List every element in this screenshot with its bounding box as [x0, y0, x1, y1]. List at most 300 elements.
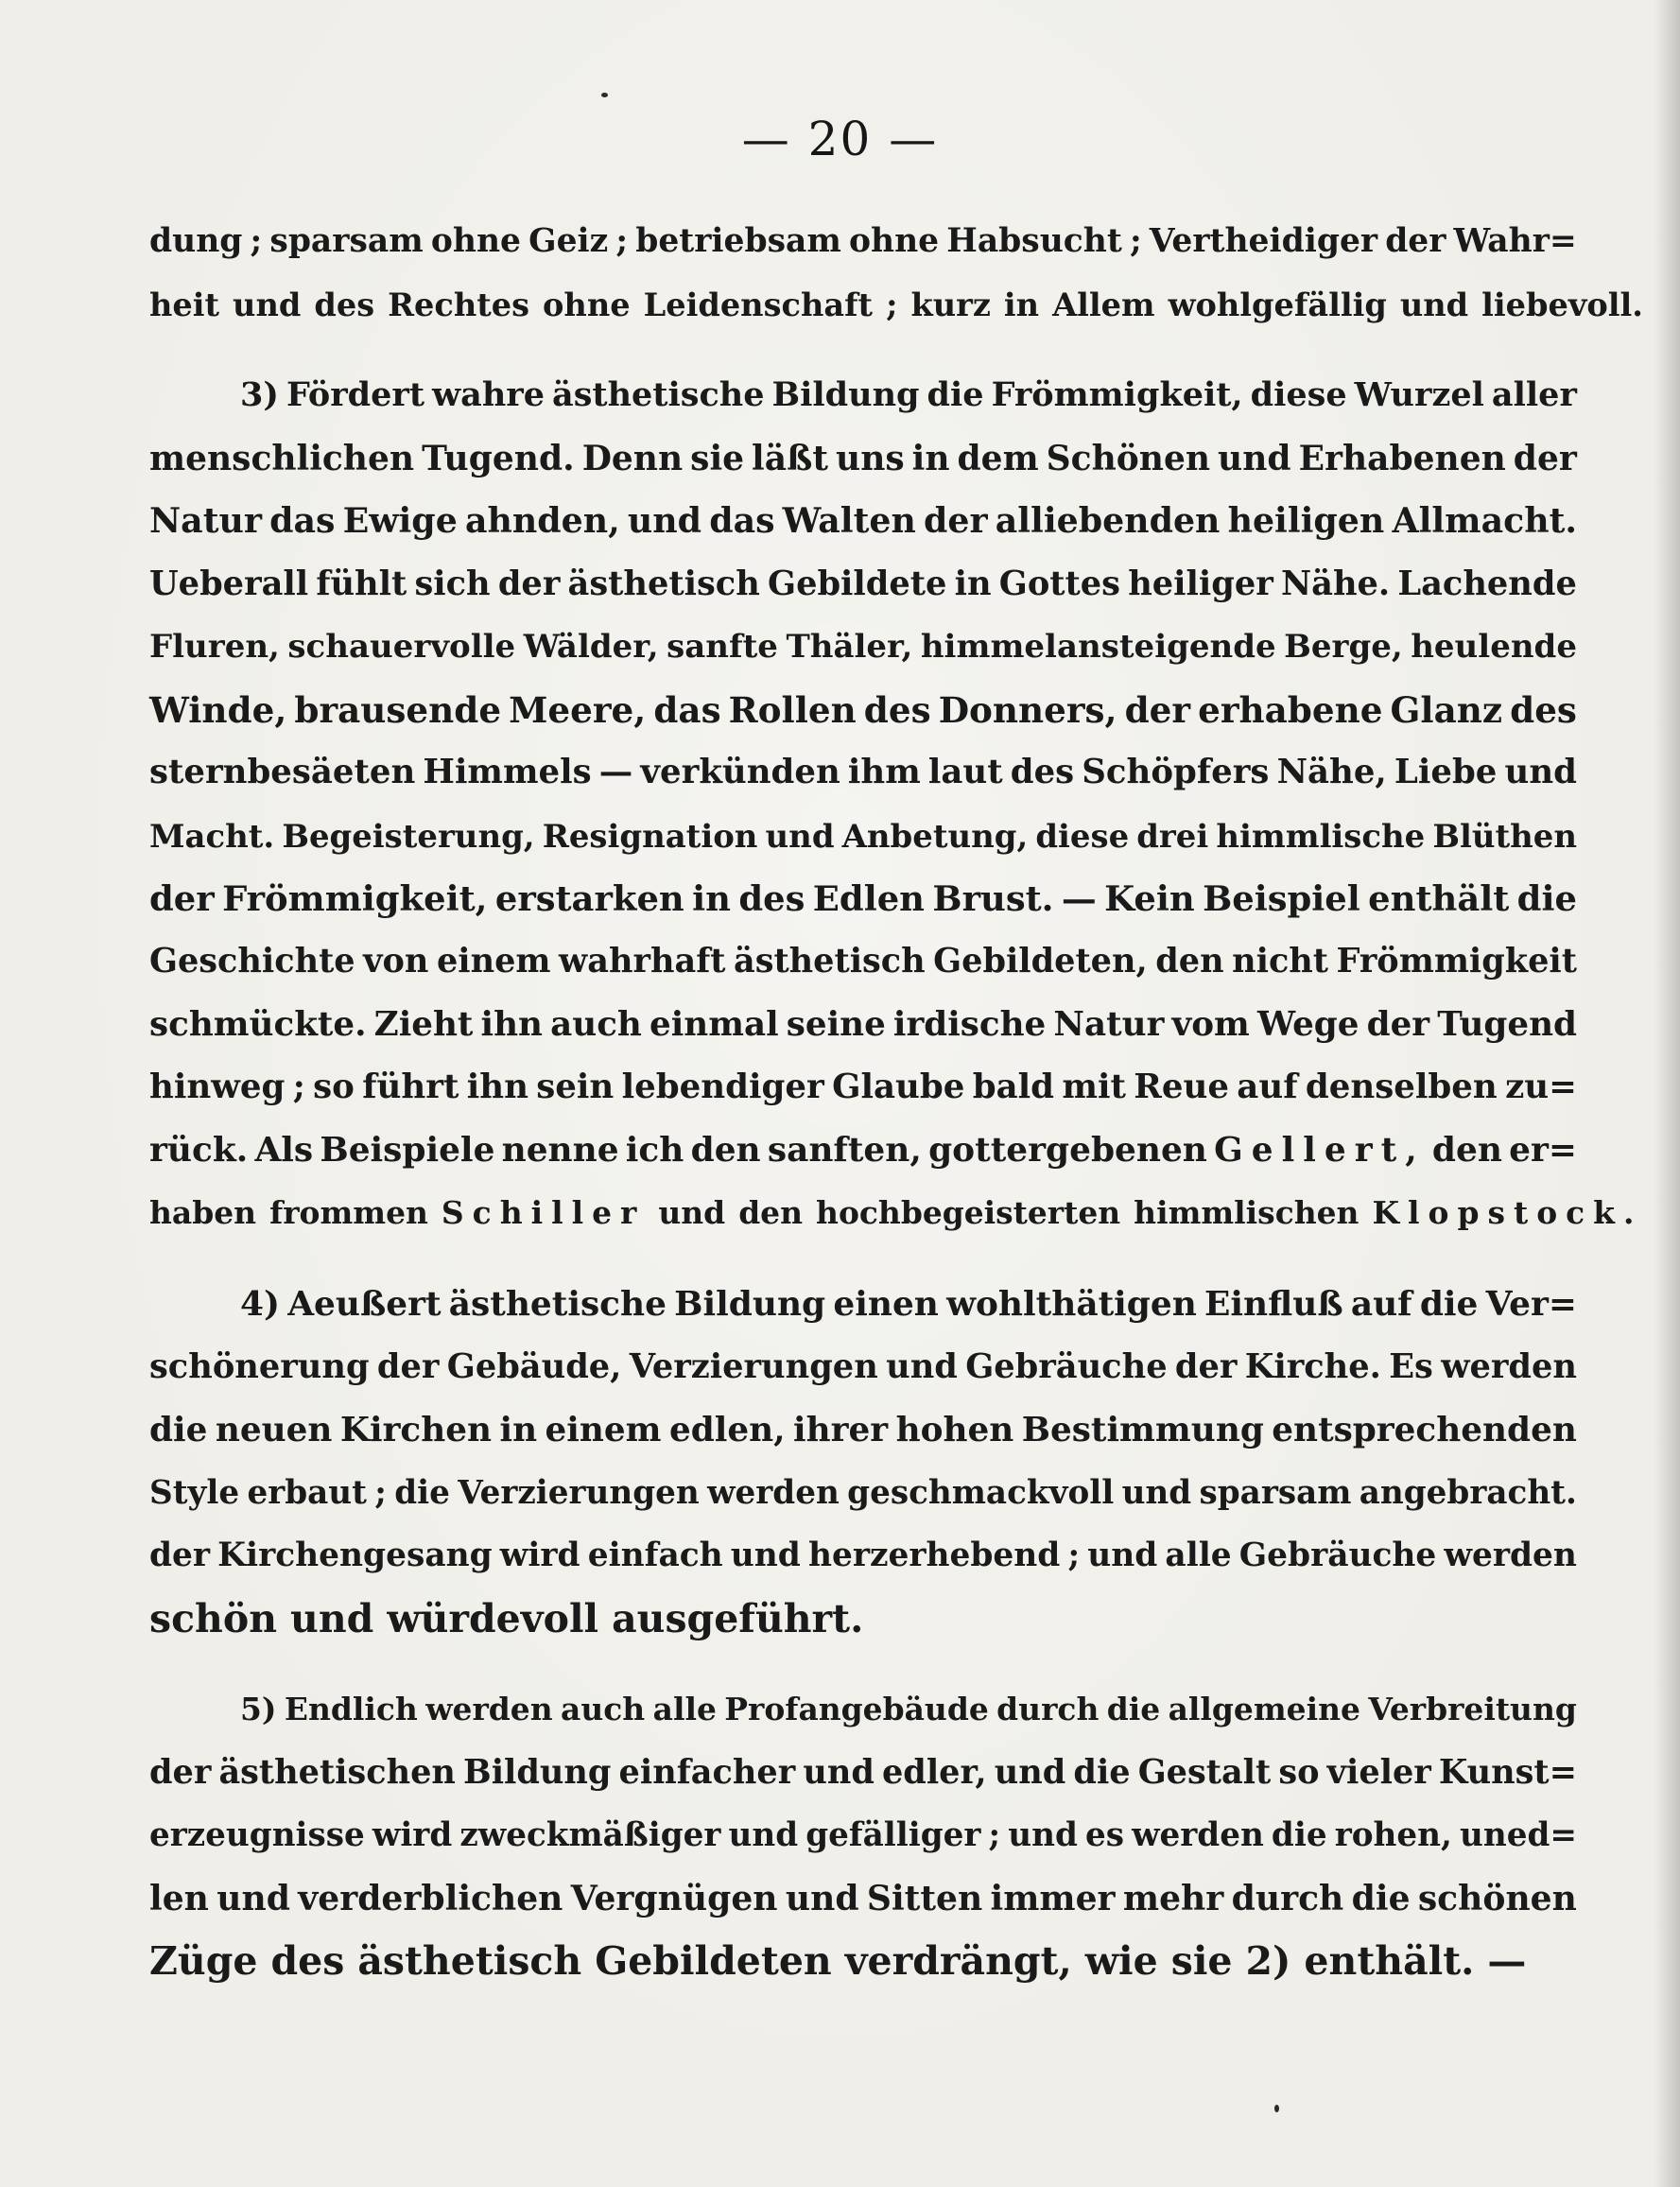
word: der: [1174, 1346, 1238, 1386]
word: sanften,: [767, 1130, 922, 1170]
text-line: [149, 1804, 1577, 1867]
word: sparsam: [269, 222, 424, 260]
word: Wälder,: [523, 628, 659, 666]
word: in: [692, 877, 731, 919]
word: die: [149, 1410, 208, 1449]
word: alliebenden: [995, 500, 1221, 541]
word: Frömmigkeit: [1336, 941, 1577, 981]
word: ohne: [430, 222, 521, 260]
word: Gebräuche: [1238, 1536, 1437, 1574]
word: geschmackvoll: [847, 1473, 1115, 1512]
word: laut: [927, 753, 1003, 791]
word: rück.: [149, 1130, 249, 1170]
word: herzerhebend: [807, 1536, 1061, 1574]
word: mit: [1062, 1067, 1126, 1106]
word: ;: [886, 285, 898, 323]
word: mehr: [1122, 1877, 1224, 1918]
word: Gebildete: [768, 564, 947, 603]
word: Nähe.: [1280, 564, 1391, 603]
word: Beispiele: [320, 1130, 495, 1170]
word: des: [314, 285, 375, 323]
word: enthält.: [1304, 1938, 1475, 1984]
word: Thäler,: [786, 628, 913, 666]
word: Zieht: [373, 1004, 474, 1044]
word: Leidenschaft: [643, 285, 874, 323]
word: seine: [786, 1004, 886, 1044]
word: irdische: [892, 1004, 1047, 1044]
text-line: [149, 210, 1577, 273]
word: ästhetisch: [734, 941, 926, 981]
word: Gebildeten: [595, 1938, 832, 1984]
word: wahrhaft: [559, 941, 726, 981]
word: Anbetung,: [841, 816, 1029, 855]
word: fühlt: [316, 564, 407, 603]
word: die: [1271, 1816, 1327, 1854]
word: einem: [436, 941, 551, 981]
word: Winde,: [149, 688, 287, 731]
text-line: [149, 1398, 1577, 1462]
word: uns: [836, 438, 905, 478]
word: ästhetische: [448, 1284, 667, 1324]
word: brausende: [294, 688, 502, 731]
word: der: [149, 1752, 212, 1792]
word: Frömmigkeit,: [222, 877, 488, 919]
word: und: [1504, 753, 1577, 791]
text-line: [149, 1462, 1577, 1525]
word: und: [728, 1816, 799, 1854]
word: Klopstock.: [1372, 1193, 1643, 1231]
word: —: [1061, 877, 1097, 919]
word: Gottes: [998, 564, 1120, 603]
word: es: [1084, 1816, 1124, 1854]
word: kurz: [910, 285, 991, 323]
word: Als: [254, 1130, 314, 1170]
word: er=: [1509, 1130, 1577, 1170]
text-line: [149, 1678, 1577, 1742]
word: die: [1106, 1691, 1161, 1727]
word: Resignation: [542, 816, 758, 855]
word: ihn: [466, 1067, 528, 1106]
text-line: [149, 273, 1643, 337]
paragraph-gap: [149, 1244, 1577, 1273]
word: Natur: [149, 500, 262, 541]
word: so: [313, 1067, 355, 1106]
word: ihn: [480, 1004, 543, 1044]
word: Wege: [1256, 1004, 1360, 1044]
paragraph: [149, 364, 1643, 1244]
word: auf: [1237, 1067, 1298, 1106]
word: heulende: [1411, 628, 1577, 666]
word: Berge,: [1284, 628, 1403, 666]
word: edler,: [881, 1752, 987, 1792]
word: des: [738, 877, 805, 919]
word: und: [658, 1193, 726, 1231]
word: 3): [240, 375, 279, 414]
word: Fördert: [286, 375, 425, 414]
text-line: [149, 1742, 1577, 1805]
word: ihm: [847, 753, 921, 791]
word: Reue: [1134, 1067, 1229, 1106]
word: hochbegeisterten: [816, 1193, 1121, 1231]
word: den: [1155, 941, 1224, 981]
word: der: [497, 564, 561, 603]
body-text: [149, 210, 1643, 1993]
word: alle: [1165, 1536, 1232, 1574]
word: der: [1366, 1004, 1430, 1044]
word: werden: [1132, 1816, 1264, 1854]
word: uned=: [1459, 1816, 1577, 1854]
word: in: [499, 1410, 538, 1449]
word: Liebe: [1394, 753, 1498, 791]
word: himmlische: [1216, 816, 1426, 855]
word: Himmels: [423, 753, 592, 791]
word: Bildung: [463, 1752, 612, 1792]
word: einfach: [587, 1536, 723, 1574]
word: alle: [652, 1691, 717, 1727]
word: einen: [833, 1284, 939, 1324]
word: Gellert,: [1214, 1130, 1426, 1170]
word: Verzierungen: [629, 1346, 878, 1386]
word: allgemeine: [1168, 1691, 1360, 1727]
text-line: [149, 679, 1577, 742]
word: einem: [545, 1410, 662, 1449]
word: Fluren,: [149, 628, 280, 666]
word: auch: [550, 1004, 642, 1044]
word: ;: [615, 222, 629, 260]
word: denselben: [1305, 1067, 1498, 1106]
word: Style: [149, 1473, 240, 1512]
word: vieler: [1326, 1752, 1431, 1792]
word: ;: [1067, 1536, 1081, 1574]
word: Gebäude,: [446, 1346, 622, 1386]
word: 4): [240, 1284, 280, 1324]
word: liebevoll.: [1481, 285, 1643, 323]
word: und: [1218, 438, 1291, 478]
word: verdrängt,: [844, 1938, 1072, 1984]
word: der: [923, 500, 988, 541]
word: ;: [250, 222, 263, 260]
word: der: [149, 1536, 211, 1574]
word: Habsucht: [946, 222, 1122, 260]
word: zu=: [1505, 1067, 1577, 1106]
word: ;: [374, 1473, 387, 1512]
word: immer: [990, 1877, 1116, 1918]
word: Tugend: [1437, 1004, 1577, 1044]
word: der: [149, 877, 215, 919]
word: Glaube: [832, 1067, 965, 1106]
word: rohen,: [1334, 1816, 1452, 1854]
word: schön: [149, 1595, 278, 1641]
word: wie: [1084, 1938, 1158, 1984]
word: werden: [1441, 1346, 1577, 1386]
text-line: [149, 616, 1577, 679]
word: werden: [707, 1473, 840, 1512]
word: Kunst=: [1438, 1752, 1577, 1792]
word: Endlich: [284, 1691, 418, 1727]
word: —: [598, 753, 633, 791]
word: entsprechenden: [1272, 1410, 1577, 1449]
word: Einfluß: [1204, 1284, 1343, 1324]
word: Züge: [149, 1938, 258, 1984]
word: auch: [561, 1691, 646, 1727]
paragraph: [149, 210, 1643, 336]
word: Schiller: [441, 1193, 646, 1231]
word: Ueberall: [149, 564, 309, 603]
word: das: [269, 500, 336, 541]
word: durch: [1231, 1877, 1344, 1918]
word: heiligen: [1227, 500, 1385, 541]
word: das: [653, 688, 721, 731]
word: Bildung: [771, 375, 920, 414]
word: neuen: [215, 1410, 333, 1449]
word: Kirchengesang: [217, 1536, 493, 1574]
word: hohen: [895, 1410, 1014, 1449]
word: Macht.: [149, 816, 275, 855]
word: und: [765, 816, 835, 855]
word: aller: [1491, 375, 1577, 414]
word: sternbesäeten: [149, 753, 416, 791]
word: der: [376, 1346, 440, 1386]
word: gefälliger: [805, 1816, 981, 1854]
word: so: [1278, 1752, 1320, 1792]
word: und: [785, 1877, 859, 1918]
word: len: [149, 1877, 209, 1918]
text-line: [149, 1273, 1577, 1336]
word: wahre: [432, 375, 545, 414]
word: des: [1010, 753, 1075, 791]
word: betriebsam: [635, 222, 841, 260]
text-line: [149, 1056, 1577, 1120]
word: Aeußert: [287, 1284, 442, 1324]
text-line: [149, 805, 1577, 868]
word: ohne: [543, 285, 631, 323]
word: 2): [1245, 1938, 1291, 1984]
word: und: [730, 1536, 801, 1574]
word: werden: [425, 1691, 553, 1727]
word: die: [1419, 1284, 1479, 1324]
word: Ewige: [342, 500, 458, 541]
word: heiliger: [1128, 564, 1273, 603]
word: die: [927, 375, 984, 414]
word: der: [1385, 222, 1446, 260]
word: ich: [625, 1130, 684, 1170]
text-line: [149, 930, 1577, 994]
word: Edlen: [812, 877, 926, 919]
word: enthält: [1368, 877, 1510, 919]
word: und: [233, 285, 302, 323]
paragraph-gap: [149, 1650, 1577, 1678]
word: die: [1516, 877, 1577, 919]
word: sie: [1170, 1938, 1233, 1984]
word: Bestimmung: [1021, 1410, 1264, 1449]
word: drei: [1136, 816, 1209, 855]
page-number: — 20 —: [741, 112, 939, 166]
word: und: [803, 1752, 875, 1792]
word: die: [394, 1473, 450, 1512]
word: in: [1003, 285, 1040, 323]
word: und: [1087, 1536, 1158, 1574]
word: Nähe,: [1276, 753, 1387, 791]
word: des: [1510, 688, 1577, 731]
word: Bildung: [674, 1284, 826, 1324]
word: gottergebenen: [928, 1130, 1207, 1170]
word: Geiz: [528, 222, 609, 260]
word: verkünden: [640, 753, 840, 791]
word: werden: [1444, 1536, 1577, 1574]
text-line: [149, 1524, 1577, 1588]
word: sparsam: [1199, 1473, 1352, 1512]
text-line: [149, 741, 1577, 805]
page-edge-shadow: [1654, 0, 1680, 2187]
text-line: [149, 1930, 1577, 1993]
word: wird: [372, 1816, 453, 1854]
word: erbaut: [247, 1473, 367, 1512]
word: und: [886, 1346, 958, 1386]
text-line: [149, 867, 1577, 930]
word: vom: [1171, 1004, 1250, 1044]
word: des: [270, 1938, 345, 1984]
word: diese: [1035, 816, 1130, 855]
word: ;: [1129, 222, 1142, 260]
word: auf: [1350, 1284, 1412, 1324]
word: Kein: [1104, 877, 1195, 919]
word: menschlichen: [149, 438, 415, 478]
word: sich: [414, 564, 491, 603]
word: den: [738, 1193, 804, 1231]
word: ausgeführt.: [612, 1595, 864, 1641]
word: Meere,: [509, 688, 647, 731]
word: Sitten: [866, 1877, 983, 1918]
word: würdevoll: [387, 1595, 599, 1641]
word: ästhetische: [552, 375, 765, 414]
word: dung: [149, 222, 243, 260]
word: sein: [536, 1067, 615, 1106]
word: Rechtes: [388, 285, 530, 323]
word: Verzierungen: [458, 1473, 700, 1512]
word: diese: [1250, 375, 1347, 414]
word: und: [1008, 1816, 1078, 1854]
word: Walten: [782, 500, 916, 541]
word: wohlgefällig: [1168, 285, 1387, 323]
word: und: [627, 500, 702, 541]
text-line: [149, 1336, 1577, 1399]
word: ästhetischen: [218, 1752, 456, 1792]
word: Vergnügen: [570, 1877, 778, 1918]
text-line: [149, 553, 1577, 616]
word: dem: [957, 438, 1039, 478]
word: bald: [972, 1067, 1055, 1106]
word: schönerung: [149, 1346, 370, 1386]
word: Wurzel: [1354, 375, 1484, 414]
word: das: [709, 500, 775, 541]
word: nicht: [1232, 941, 1329, 981]
text-line: [149, 364, 1577, 427]
word: Begeisterung,: [282, 816, 535, 855]
word: ohne: [848, 222, 940, 260]
word: erzeugnisse: [149, 1816, 365, 1854]
word: Kirche.: [1244, 1346, 1381, 1386]
paragraph: [149, 1273, 1577, 1650]
word: Blüthen: [1432, 816, 1577, 855]
text-line: [149, 1182, 1643, 1245]
text-line: [149, 1867, 1577, 1931]
word: wird: [499, 1536, 580, 1574]
word: ;: [292, 1067, 305, 1106]
word: Natur: [1053, 1004, 1165, 1044]
word: und: [290, 1595, 374, 1641]
word: den: [1431, 1130, 1502, 1170]
word: wohlthätigen: [946, 1284, 1197, 1324]
word: Erhabenen: [1298, 438, 1506, 478]
word: die: [1351, 1877, 1411, 1918]
word: die: [1073, 1752, 1131, 1792]
word: schönen: [1417, 1877, 1577, 1918]
word: schauervolle: [287, 628, 516, 666]
word: in: [954, 564, 992, 603]
word: und: [1121, 1473, 1192, 1512]
text-line: [149, 1119, 1577, 1182]
word: himmelansteigende: [920, 628, 1276, 666]
word: Allem: [1052, 285, 1155, 323]
paragraph: [149, 1678, 1577, 1993]
word: hinweg: [149, 1067, 286, 1106]
word: ihrer: [793, 1410, 889, 1449]
word: Rollen: [728, 688, 857, 731]
word: frommen: [269, 1193, 428, 1231]
word: des: [863, 688, 931, 731]
word: Brust.: [932, 877, 1054, 919]
word: der: [1124, 688, 1191, 731]
word: in: [911, 438, 950, 478]
text-line: [149, 490, 1577, 553]
word: lebendiger: [621, 1067, 824, 1106]
word: 5): [240, 1691, 277, 1727]
word: ästhetisch: [567, 564, 760, 603]
word: Gebildeten,: [933, 941, 1148, 981]
word: Beispiel: [1203, 877, 1360, 919]
word: erhabene: [1198, 688, 1383, 731]
word: schmückte.: [149, 1004, 367, 1044]
word: Geschichte: [149, 941, 355, 981]
word: angebracht.: [1359, 1473, 1577, 1512]
word: führt: [362, 1067, 459, 1106]
word: ästhetisch: [357, 1938, 582, 1984]
word: Profangebäude: [724, 1691, 989, 1727]
word: Denn: [581, 438, 684, 478]
word: Schöpfers: [1082, 753, 1270, 791]
word: den: [690, 1130, 761, 1170]
word: edlen,: [668, 1410, 786, 1449]
word: sanfte: [667, 628, 778, 666]
word: und: [1399, 285, 1469, 323]
word: Ver=: [1485, 1284, 1577, 1324]
word: Gestalt: [1137, 1752, 1272, 1792]
word: der: [1513, 438, 1577, 478]
text-line: [149, 427, 1577, 491]
word: Allmacht.: [1392, 500, 1577, 541]
word: Wahr=: [1453, 222, 1577, 260]
word: Schönen: [1046, 438, 1211, 478]
word: erstarken: [494, 877, 684, 919]
word: ahnden,: [464, 500, 620, 541]
word: einmal: [649, 1004, 779, 1044]
word: verderblichen: [298, 1877, 563, 1918]
word: Frömmigkeit,: [991, 375, 1243, 414]
word: Verbreitung: [1368, 1691, 1577, 1727]
word: Kirchen: [339, 1410, 493, 1449]
word: zweckmäßiger: [459, 1816, 721, 1854]
word: Lachende: [1397, 564, 1577, 603]
